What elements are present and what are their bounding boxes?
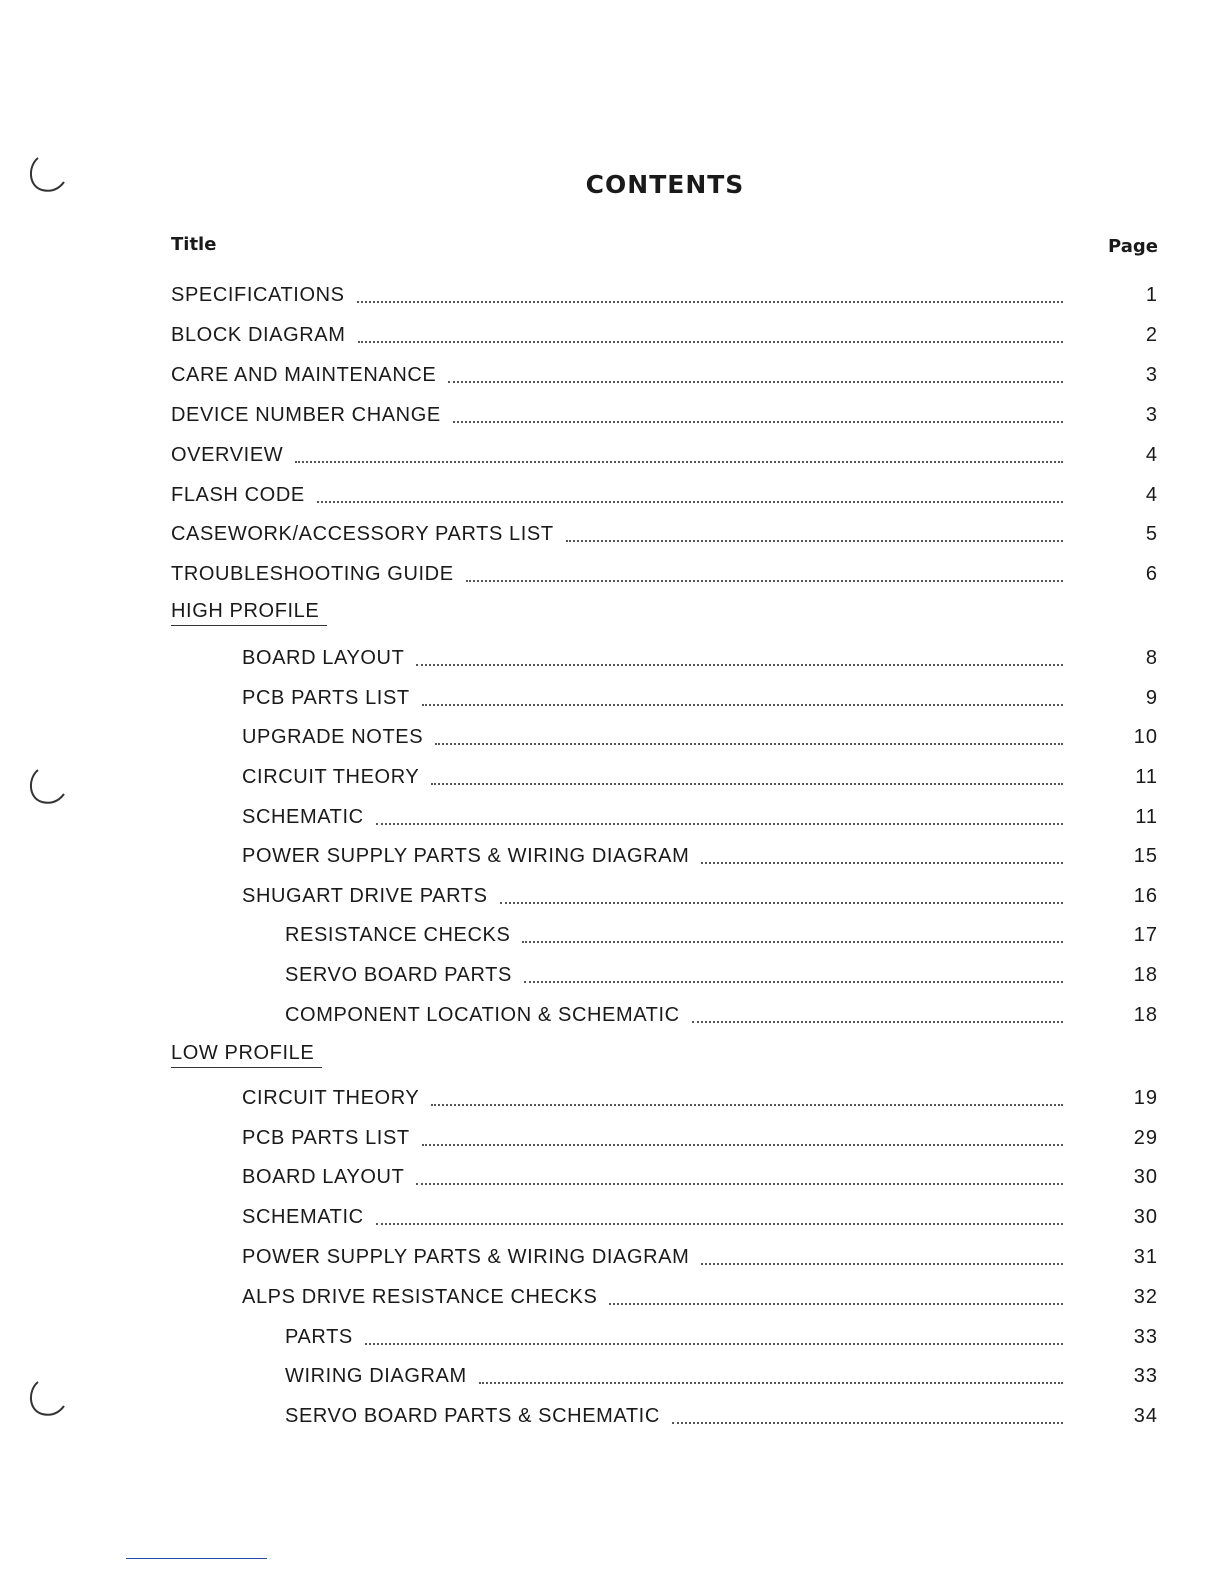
toc-page-number: 1 (1145, 284, 1158, 306)
dot-leader (692, 1021, 1063, 1023)
punch-hole-mark-middle (24, 764, 72, 812)
page-title: CONTENTS (585, 170, 745, 199)
toc-entry-care-and-maintenance[interactable] (171, 360, 1063, 388)
toc-entry-label: SERVO BOARD PARTS (285, 964, 512, 986)
toc-page-number: 18 (1133, 1004, 1158, 1026)
toc-entry-hp-pcb-parts-list[interactable] (242, 683, 1063, 711)
toc-entry-label: PCB PARTS LIST (242, 1127, 410, 1149)
dot-leader (376, 1223, 1063, 1225)
dot-leader (317, 501, 1063, 503)
dot-leader (701, 862, 1063, 864)
toc-entry-label: POWER SUPPLY PARTS & WIRING DIAGRAM (242, 1246, 690, 1268)
toc-entry-overview[interactable] (171, 440, 1063, 468)
toc-entry-block-diagram[interactable] (171, 320, 1063, 348)
dot-leader (609, 1303, 1063, 1305)
dot-leader (453, 421, 1063, 423)
toc-entry-device-number-change[interactable] (171, 400, 1063, 428)
toc-entry-label: CARE AND MAINTENANCE (171, 364, 437, 386)
toc-page-number: 34 (1133, 1405, 1158, 1427)
toc-entry-label: SCHEMATIC (242, 806, 364, 828)
toc-page-number: 5 (1145, 523, 1158, 545)
toc-entry-label: CIRCUIT THEORY (242, 1087, 420, 1109)
dot-leader (422, 1144, 1063, 1146)
toc-entry-lp-parts[interactable] (285, 1322, 1063, 1350)
dot-leader (522, 941, 1063, 943)
toc-entry-label: DEVICE NUMBER CHANGE (171, 404, 441, 426)
toc-entry-troubleshooting-guide[interactable] (171, 559, 1063, 587)
toc-entry-lp-power-supply[interactable] (242, 1242, 1063, 1270)
toc-entry-lp-alps-drive[interactable] (242, 1282, 1063, 1310)
toc-entry-label: TROUBLESHOOTING GUIDE (171, 563, 454, 585)
toc-entry-flash-code[interactable] (171, 480, 1063, 508)
toc-entry-label: PARTS (285, 1326, 353, 1348)
toc-entry-hp-circuit-theory[interactable] (242, 762, 1063, 790)
toc-page-number: 29 (1133, 1127, 1158, 1149)
dot-leader (566, 540, 1063, 542)
toc-page-number: 19 (1133, 1087, 1158, 1109)
toc-entry-label: CIRCUIT THEORY (242, 766, 420, 788)
toc-entry-label: BOARD LAYOUT (242, 1166, 405, 1188)
toc-entry-hp-power-supply[interactable] (242, 841, 1063, 869)
dot-leader (466, 580, 1063, 582)
toc-entry-label: BOARD LAYOUT (242, 647, 405, 669)
toc-page-number: 18 (1133, 964, 1158, 986)
toc-entry-hp-shugart-drive-parts[interactable] (242, 881, 1063, 909)
dot-leader (422, 704, 1063, 706)
dot-leader (431, 1104, 1063, 1106)
toc-page-number: 11 (1135, 766, 1158, 788)
toc-page-number: 4 (1145, 444, 1158, 466)
section-heading-high-profile: HIGH PROFILE (171, 598, 327, 626)
toc-page-number: 2 (1145, 324, 1158, 346)
toc-page-number: 30 (1133, 1206, 1158, 1228)
toc-entry-label: SPECIFICATIONS (171, 284, 345, 306)
dot-leader (358, 341, 1064, 343)
toc-entry-label: COMPONENT LOCATION & SCHEMATIC (285, 1004, 680, 1026)
toc-page-number: 33 (1133, 1326, 1158, 1348)
toc-entry-label: OVERVIEW (171, 444, 284, 466)
toc-entry-label: CASEWORK/ACCESSORY PARTS LIST (171, 523, 554, 545)
toc-entry-lp-board-layout[interactable] (242, 1162, 1063, 1190)
toc-entry-label: BLOCK DIAGRAM (171, 324, 346, 346)
toc-entry-label: SERVO BOARD PARTS & SCHEMATIC (285, 1405, 660, 1427)
column-header-page: Page (1108, 236, 1158, 257)
toc-entry-lp-schematic[interactable] (242, 1202, 1063, 1230)
toc-entry-lp-pcb-parts-list[interactable] (242, 1123, 1063, 1151)
toc-page-number: 31 (1133, 1246, 1158, 1268)
dot-leader (701, 1263, 1063, 1265)
dot-leader (416, 1183, 1063, 1185)
toc-entry-lp-servo-board-parts[interactable] (285, 1401, 1063, 1429)
dot-leader (435, 743, 1063, 745)
dot-leader (479, 1382, 1063, 1384)
toc-page-number: 30 (1133, 1166, 1158, 1188)
toc-entry-specifications[interactable] (171, 280, 1063, 308)
toc-page-number: 4 (1145, 484, 1158, 506)
toc-entry-label: RESISTANCE CHECKS (285, 924, 511, 946)
toc-page-number: 3 (1145, 364, 1158, 386)
toc-entry-hp-schematic[interactable] (242, 802, 1063, 830)
toc-entry-label: WIRING DIAGRAM (285, 1365, 467, 1387)
toc-page-number: 8 (1145, 647, 1158, 669)
toc-entry-hp-component-location[interactable] (285, 1000, 1063, 1028)
toc-entry-hp-board-layout[interactable] (242, 643, 1063, 671)
dot-leader (672, 1422, 1063, 1424)
dot-leader (295, 461, 1063, 463)
column-header-title: Title (171, 234, 217, 255)
toc-page-number: 16 (1133, 885, 1158, 907)
toc-page-number: 33 (1133, 1365, 1158, 1387)
dot-leader (524, 981, 1063, 983)
toc-entry-lp-wiring-diagram[interactable] (285, 1361, 1063, 1389)
toc-entry-label: SHUGART DRIVE PARTS (242, 885, 488, 907)
dot-leader (500, 902, 1063, 904)
toc-page-number: 11 (1135, 806, 1158, 828)
toc-page-number: 32 (1133, 1286, 1158, 1308)
toc-entry-hp-resistance-checks[interactable] (285, 920, 1063, 948)
toc-entry-lp-circuit-theory[interactable] (242, 1083, 1063, 1111)
toc-entry-hp-servo-board-parts[interactable] (285, 960, 1063, 988)
toc-entry-label: SCHEMATIC (242, 1206, 364, 1228)
toc-entry-hp-upgrade-notes[interactable] (242, 722, 1063, 750)
dot-leader (357, 301, 1063, 303)
dot-leader (365, 1343, 1063, 1345)
dot-leader (376, 823, 1063, 825)
toc-entry-casework-parts-list[interactable] (171, 519, 1063, 547)
dot-leader (431, 783, 1063, 785)
toc-page-number: 10 (1133, 726, 1158, 748)
toc-entry-label: UPGRADE NOTES (242, 726, 424, 748)
toc-page-number: 15 (1133, 845, 1158, 867)
toc-page-number: 3 (1145, 404, 1158, 426)
toc-page-number: 6 (1145, 563, 1158, 585)
toc-entry-label: POWER SUPPLY PARTS & WIRING DIAGRAM (242, 845, 690, 867)
dot-leader (416, 664, 1063, 666)
dot-leader (448, 381, 1063, 383)
punch-hole-mark-bottom (24, 1376, 72, 1424)
toc-entry-label: FLASH CODE (171, 484, 305, 506)
footer-rule (126, 1558, 267, 1559)
section-heading-low-profile: LOW PROFILE (171, 1040, 322, 1068)
toc-entry-label: PCB PARTS LIST (242, 687, 410, 709)
toc-page-number: 9 (1145, 687, 1158, 709)
toc-page-number: 17 (1133, 924, 1158, 946)
toc-entry-label: ALPS DRIVE RESISTANCE CHECKS (242, 1286, 598, 1308)
